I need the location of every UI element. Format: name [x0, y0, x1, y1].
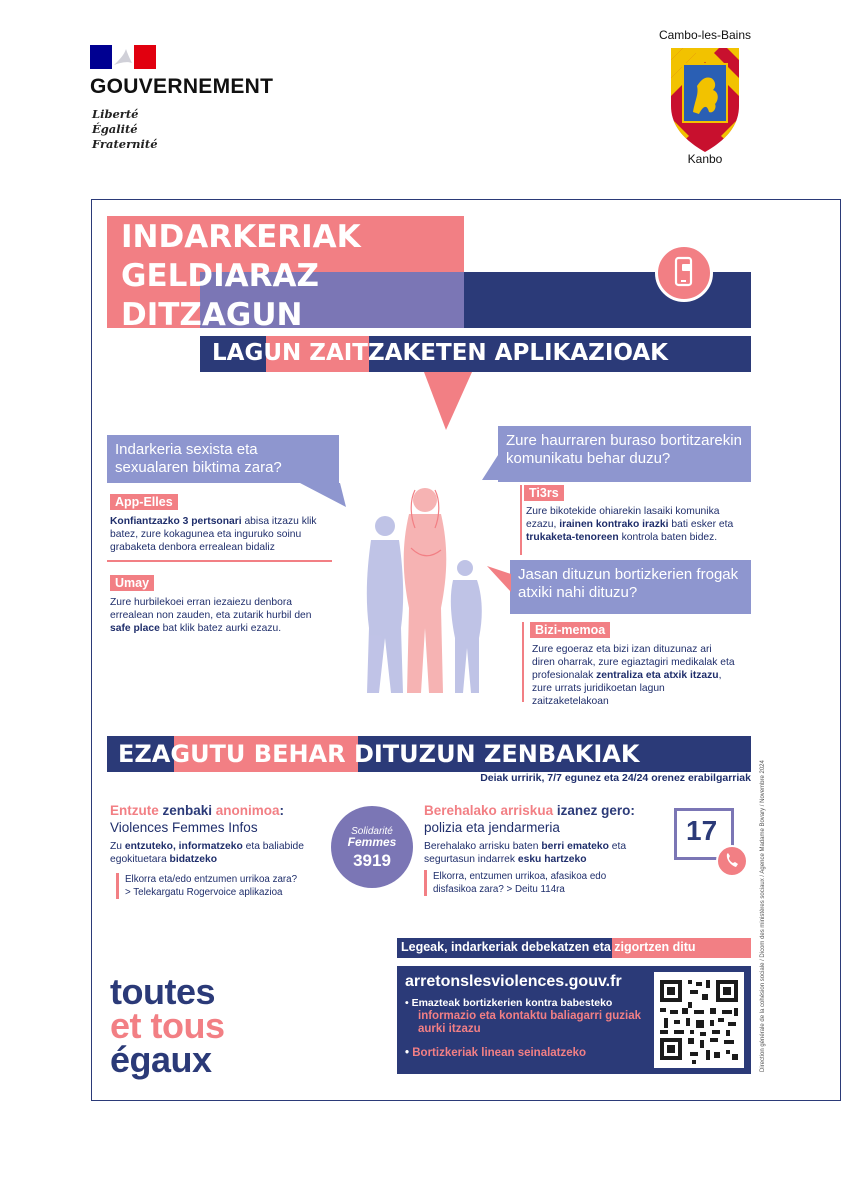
question-pointer-icon: [482, 452, 504, 482]
french-flag-logo: [90, 45, 156, 69]
website-bullet-2: • Bortizkeriak linean seinalatzeko: [405, 1047, 587, 1059]
coat-of-arms-icon: [669, 44, 741, 154]
people-silhouette-icon: [345, 478, 505, 698]
credit-line: Direction générale de la cohésion sociale / Dicom des ministères sociaux / Agence Madame Bovary / Novembre 2024: [760, 760, 766, 1072]
phone-icon: [655, 244, 713, 302]
divider: [520, 485, 522, 555]
ti3rs-tag: Ti3rs: [524, 485, 564, 501]
emergency-heading: Berehalako arriskua izanez gero:: [424, 803, 635, 818]
slogan-logo: toutes et tous égaux: [110, 971, 225, 1080]
hotline-desc: Zu entzuteko, informatzeko eta baliabide egokituetara bidatzeko: [110, 841, 305, 865]
website-link[interactable]: arretonslesviolences.gouv.fr: [405, 973, 622, 990]
3919-badge[interactable]: Solidarité Femmes 3919: [331, 806, 413, 888]
phone-call-icon: [716, 845, 748, 877]
question-box-1: Indarkeria sexista eta sexualaren biktima zara?: [107, 435, 339, 483]
qr-code-icon[interactable]: [654, 972, 744, 1068]
umay-tag: Umay: [110, 575, 154, 591]
bizi-memoa-tag: Bizi-memoa: [530, 622, 610, 638]
government-name: GOUVERNEMENT: [90, 75, 274, 98]
hotline-name: Violences Femmes Infos: [110, 820, 258, 835]
town-crest: [655, 28, 755, 158]
speech-pointer-icon: [424, 372, 474, 432]
umay-desc: Zure hurbilekoei erran iezaiezu denbora errealean non zauden, eta zutarik hurbil den safe place bat klik batez aurki ezazu.: [110, 597, 312, 634]
emergency-accessibility-note: Elkorra, entzumen urrikoa, afasikoa edo disfasikoa zara? > Deitu 114ra: [424, 870, 663, 896]
app-elles-desc: Konfiantzazko 3 pertsonari abisa itzazu klik batez, zure kokagunea eta inguruko soinu grabaketa denbora errealean bidaliz: [110, 516, 317, 553]
17-number-box[interactable]: 17: [674, 808, 734, 860]
free-calls-note: Deiak urririk, 7/7 egunez eta 24/24 orenez erabilgarriak: [480, 772, 751, 784]
emergency-desc: Berehalako arrisku baten berri emateko eta segurtasun indarrek esku hartzeko: [424, 841, 627, 865]
town-name-bottom: Kanbo: [687, 152, 723, 166]
bizi-memoa-desc: Zure egoeraz eta bizi izan dituzunaz ari diren oharrak, zure egiaztagiri medikalak eta profesionalak zentraliza eta atxik itzazu, zure urrats juridikoetan lagun zaitzaketelakoan: [532, 644, 735, 707]
divider: [107, 560, 332, 562]
divider: [522, 622, 524, 702]
emergency-name: polizia eta jendarmeria: [424, 820, 560, 835]
hotline-accessibility-note: Elkorra eta/edo entzumen urrikoa zara? > Telekargatu Rogervoice aplikazioa: [116, 873, 335, 899]
question-pointer-icon: [300, 483, 350, 511]
law-banner: Legeak, indarkeriak debekatzen eta zigortzen ditu: [401, 940, 696, 954]
main-title: INDARKERIAK GELDIARAZ DITZAGUN: [121, 219, 361, 333]
numbers-title: EZAGUTU BEHAR DITUZUN ZENBAKIAK: [118, 740, 640, 768]
town-name-top: Cambo-les-Bains: [658, 28, 752, 42]
ti3rs-desc: Zure bikotekide ohiarekin lasaiki komunika ezazu, irainen kontrako irazki bati esker eta trukaketa-tenoreen kontrola baten bidez.: [526, 506, 734, 543]
question-box-3: Jasan dituzun bortizkerien frogak atxiki nahi dituzu?: [510, 560, 751, 614]
question-pointer-icon: [487, 566, 513, 594]
republic-motto: Liberté Égalité Fraternité: [92, 107, 158, 151]
website-bullet-1: • Emazteak bortizkerien kontra babesteko informazio eta kontaktu baliagarri guziak aurki itzazu: [405, 997, 642, 1035]
hotline-heading: Entzute zenbaki anonimoa:: [110, 803, 285, 818]
app-elles-tag: App-Elles: [110, 494, 178, 510]
subtitle: LAGUN ZAITZAKETEN APLIKAZIOAK: [212, 340, 668, 366]
question-box-2: Zure haurraren buraso bortitzarekin komunikatu behar duzu?: [498, 426, 751, 482]
